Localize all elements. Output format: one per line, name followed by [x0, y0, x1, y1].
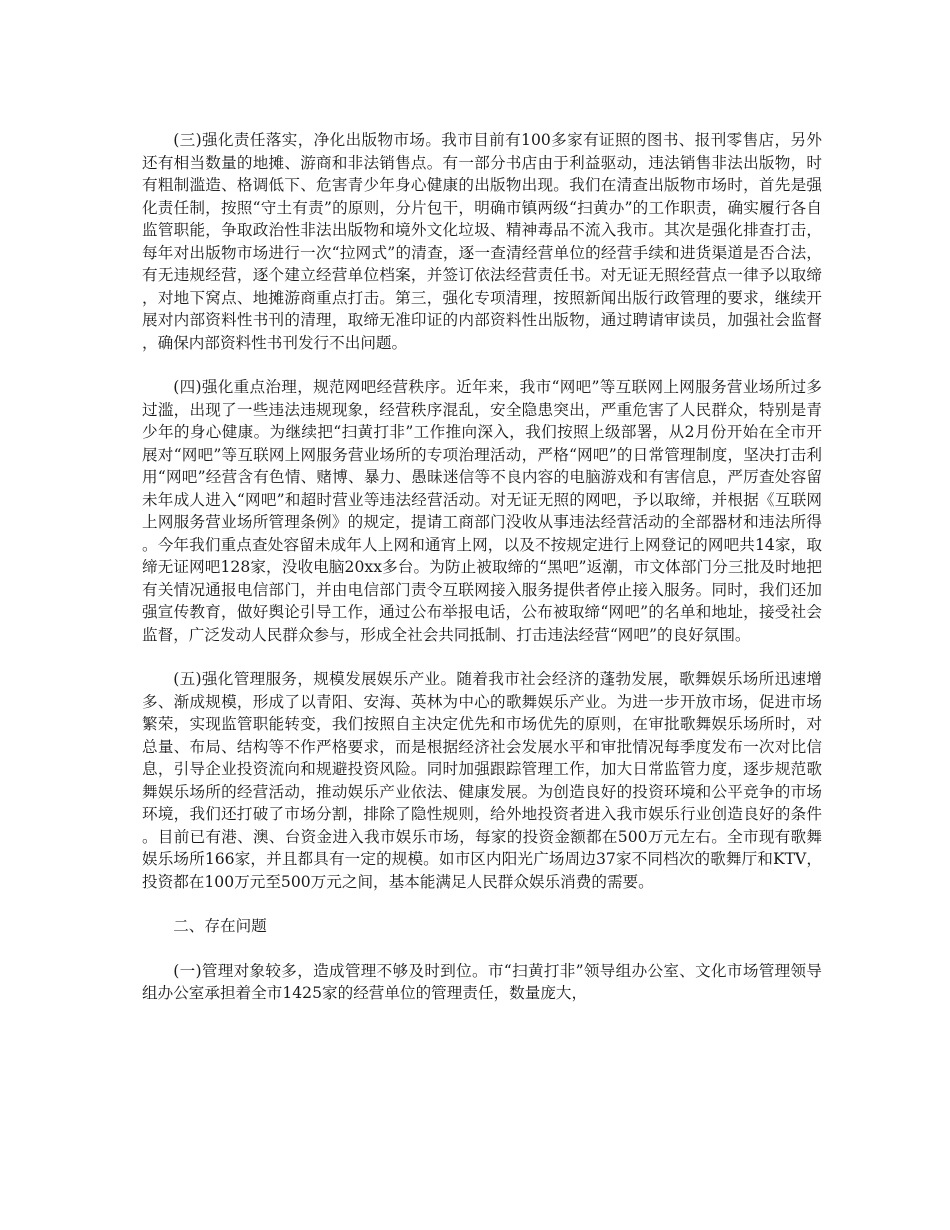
paragraph-gap — [142, 893, 822, 915]
paragraph-entertainment-industry: (五)强化管理服务，规模发展娱乐产业。随着我市社会经济的蓬勃发展，歌舞娱乐场所迅速增多、渐成规模，形成了以青阳、安海、英林为中心的歌舞娱乐产业。为进一步开放市场，促进市场繁荣，实现监管职能转变，我们按照自主决定优先和市场优先的原则，在审批歌舞娱乐场所时，对总量、布局、结构等不作严格要求，而是根据经济社会发展水平和审批情况每季度发布一次对比信息，引导企业投资流向和规避投资风险。同时加强跟踪管理工作，加大日常监管力度，逐步规范歌舞娱乐场所的经营活动，推动娱乐产业依法、健康发展。为创造良好的投资环境和公平竞争的市场环境，我们还打破了市场分割，排除了隐性规则，给外地投资者进入我市娱乐行业创造良好的条件。目前已有港、澳、台资金进入我市娱乐市场，每家的投资金额都在500万元左右。全市现有歌舞娱乐场所166家，并且都具有一定的规模。如市区内阳光广场周边37家不同档次的歌舞厅和KTV，投资都在100万元至500万元之间，基本能满足人民群众娱乐消费的需要。 — [142, 670, 822, 891]
paragraph-gap — [142, 354, 822, 376]
paragraph-management-objects: (一)管理对象较多，造成管理不够及时到位。市“扫黄打非”领导组办公室、文化市场管理领导组办公室承担着全市1425家的经营单位的管理责任，数量庞大， — [142, 961, 822, 1002]
paragraph-internet-cafe: (四)强化重点治理，规范网吧经营秩序。近年来，我市“网吧”等互联网上网服务营业场所过多过滥，出现了一些违法违规现象，经营秩序混乱，安全隐患突出，严重危害了人民群众，特别是青少年的身心健康。为继续把“扫黄打非”工作推向深入，我们按照上级部署，从2月份开始在全市开展对“网吧”等互联网上网服务营业场所的专项治理活动，严格“网吧”的日常管理制度，坚决打击利用“网吧”经营含有色情、赌博、暴力、愚昧迷信等不良内容的电脑游戏和有害信息，严厉查处容留未年成人进入“网吧”和超时营业等违法经营活动。对无证无照的网吧，予以取缔，并根据《互联网上网服务营业场所管理条例》的规定，提请工商部门没收从事违法经营活动的全部器材和违法所得。今年我们重点查处容留未成年人上网和通宵上网，以及不按规定进行上网登记的网吧共14家，取缔无证网吧128家，没收电脑20xx多台。为防止被取缔的“黑吧”返潮，市文体部门分三批及时地把有关情况通报电信部门，并由电信部门责令互联网接入服务提供者停止接入服务。同时，我们还加强宣传教育，做好舆论引导工作，通过公布举报电话，公布被取缔“网吧”的名单和地址，接受社会监督，广泛发动人民群众参与，形成全社会共同抵制、打击违法经营“网吧”的良好氛围。 — [142, 378, 822, 644]
paragraph-publication-market: (三)强化责任落实，净化出版物市场。我市目前有100多家有证照的图书、报刊零售店，另外还有相当数量的地摊、游商和非法销售点。有一部分书店由于利益驱动，违法销售非法出版物，时有粗制滥造、格调低下、危害青少年身心健康的出版物出现。我们在清查出版物市场时，首先是强化责任制，按照“守土有责”的原则，分片包干，明确市镇两级“扫黄办”的工作职责，确实履行各自监管职能，争取政治性非法出版物和境外文化垃圾、精神毒品不流入我市。其次是强化排查打击，每年对出版物市场进行一次“拉网式”的清查，逐一查清经营单位的经营手续和进货渠道是否合法，有无违规经营，逐个建立经营单位档案，并签订依法经营责任书。对无证无照经营点一律予以取缔，对地下窝点、地摊游商重点打击。第三，强化专项清理，按照新闻出版行政管理的要求，继续开展对内部资料性书刊的清理，取缔无准印证的内部资料性出版物，通过聘请审读员，加强社会监督，确保内部资料性书刊发行不出问题。 — [142, 131, 822, 352]
section-heading-existing-problems: 二、存在问题 — [173, 917, 267, 935]
paragraph-gap — [142, 646, 822, 668]
document-body — [142, 129, 822, 1005]
paragraph-gap — [142, 938, 822, 960]
